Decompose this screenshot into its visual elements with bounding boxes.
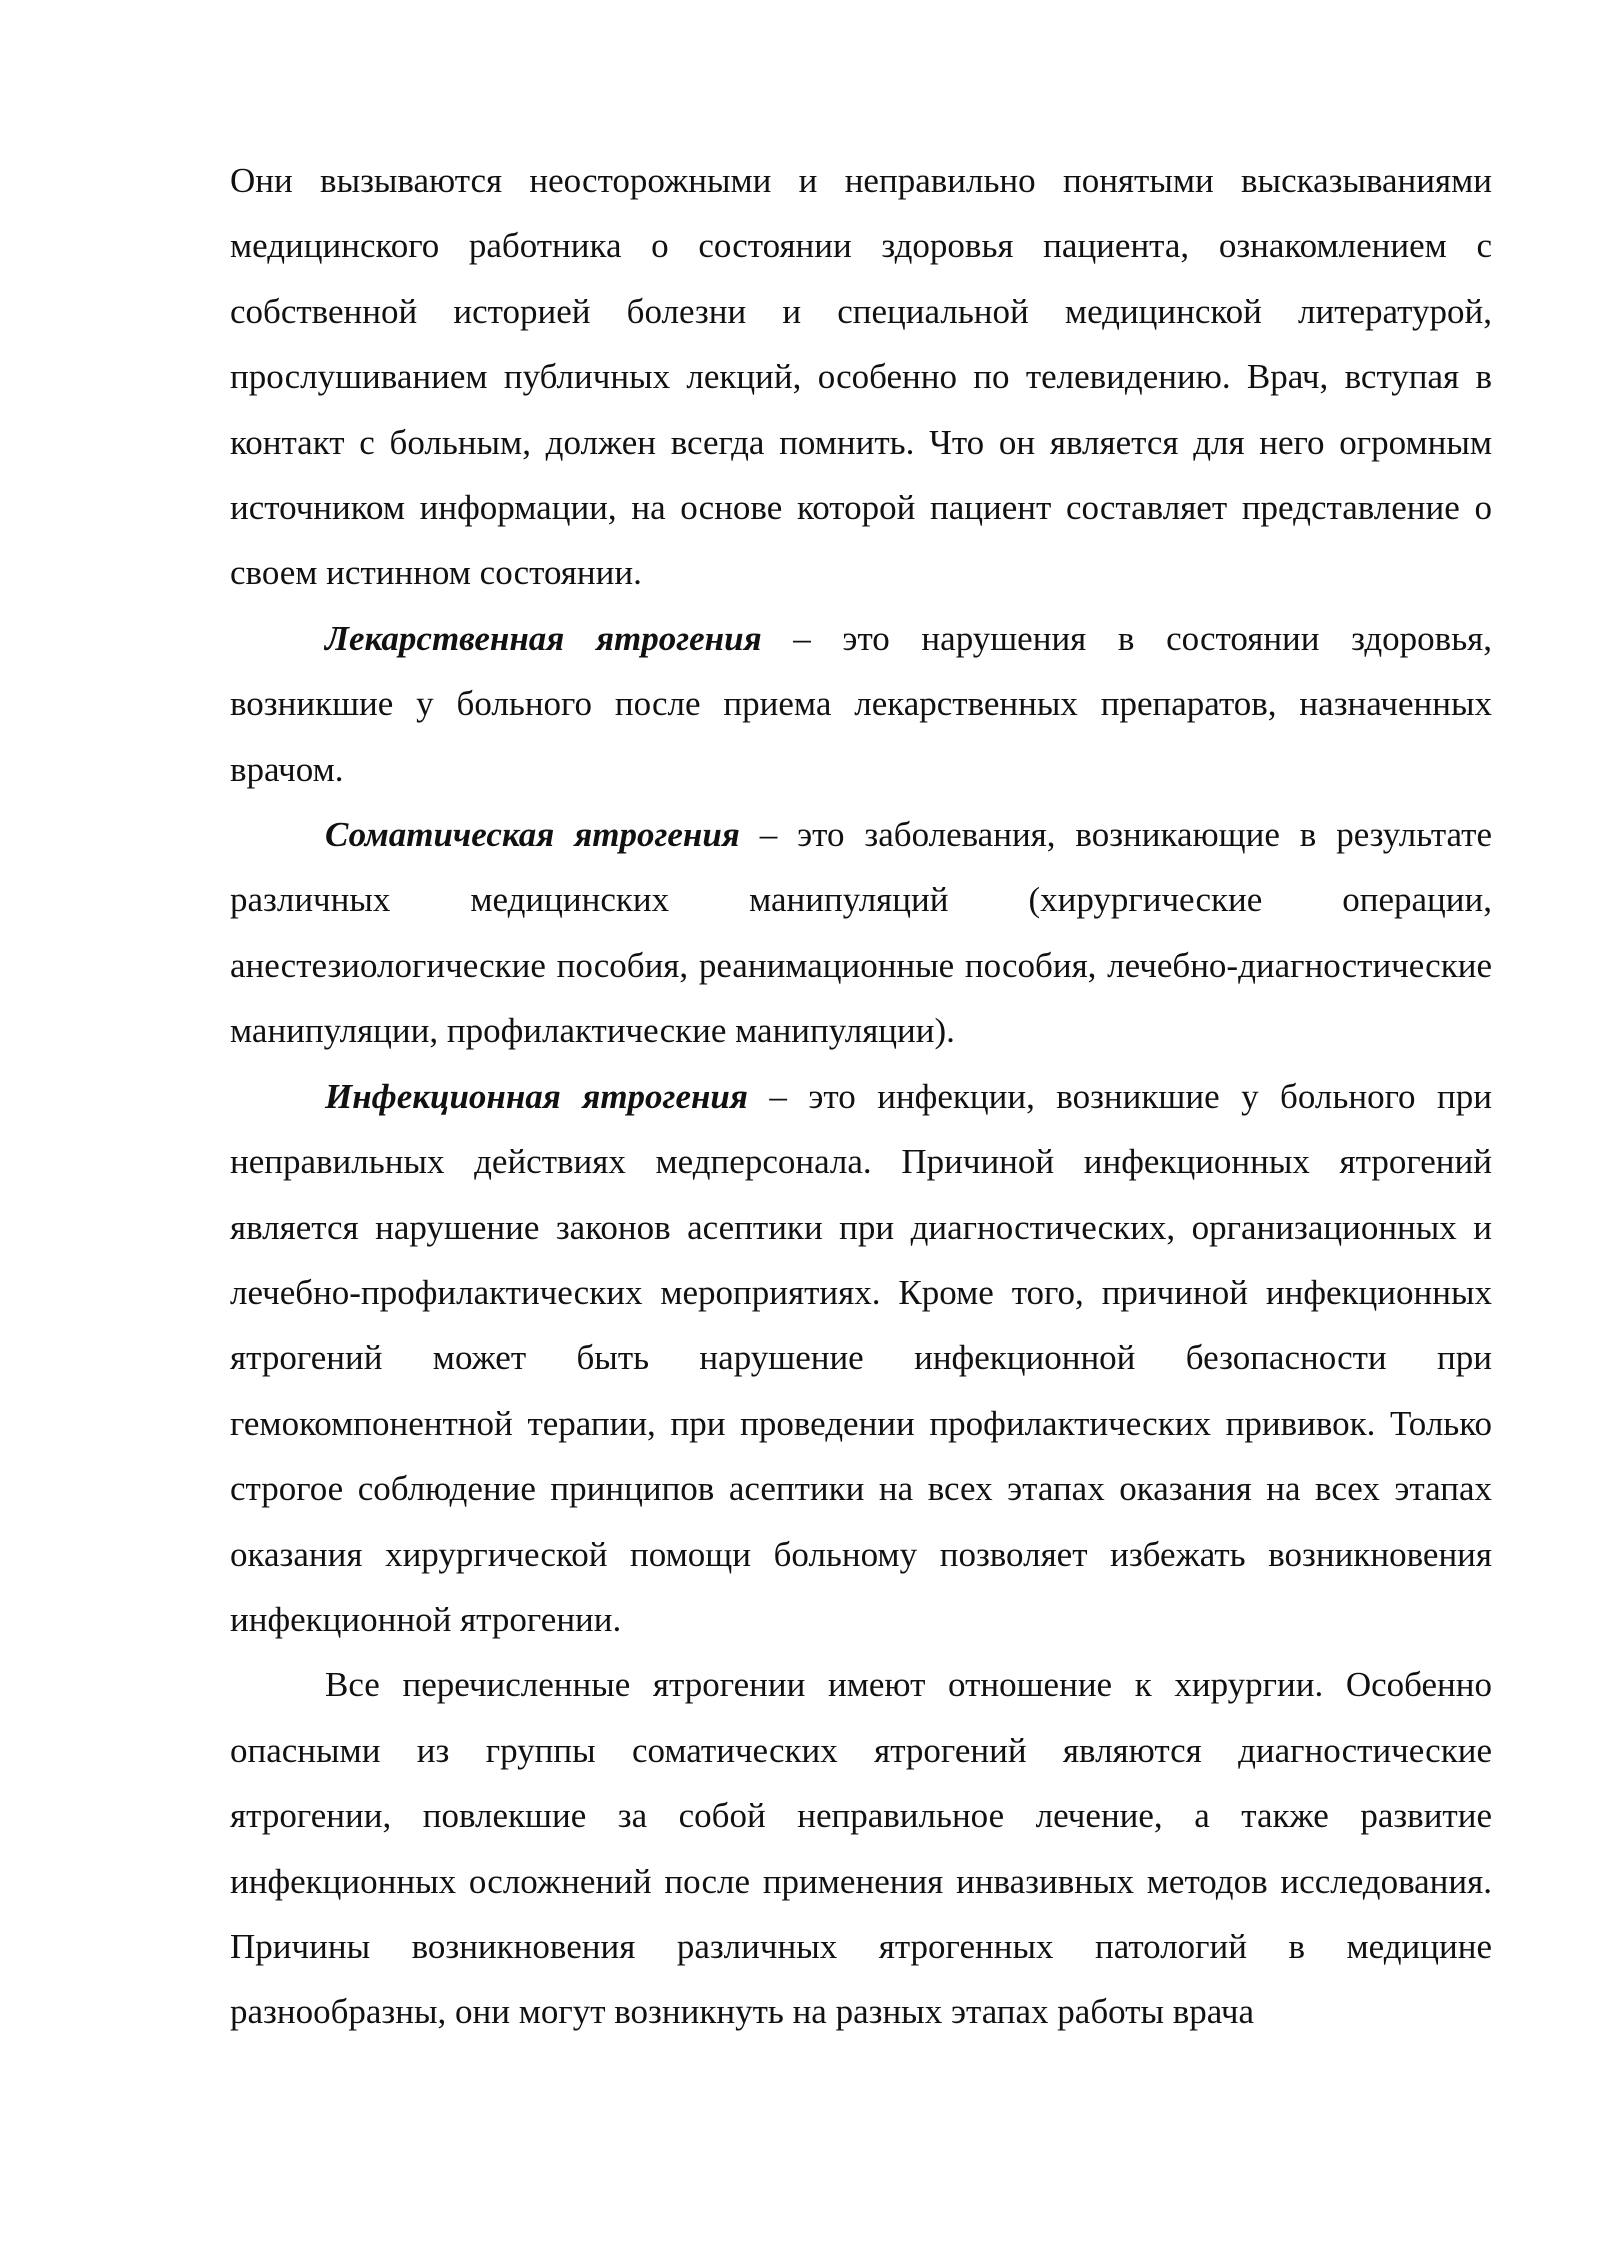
body-text: [230, 148, 1492, 2045]
paragraph-1-text: Они вызываются неосторожными и неправильно понятыми высказываниями медицинского работника о состоянии здоровья пациента, ознакомлением с собственной историей болезни и специальной медицинской литературой, прослушиванием публичных лекций, особенно по телевидению. Врач, вступая в контакт с больным, должен всегда помнить. Что он является для него огромным источником информации, на основе которой пациент составляет представление о своем истинном состоянии.: [230, 161, 1492, 593]
term-somatic-iatrogeny: Соматическая ятрогения: [325, 815, 740, 855]
paragraph-somatic-iatrogeny: [230, 802, 1492, 1064]
paragraph-3-text: – это заболевания, возникающие в результате различных медицинских манипуляций (хирургические операции, анестезиологические пособия, реанимационные пособия, лечебно-диагностические манипуляции, профилактические манипуляции).: [230, 815, 1493, 1051]
paragraph-5: [230, 1652, 1492, 2044]
paragraph-drug-iatrogeny: [230, 606, 1492, 802]
paragraph-infectious-iatrogeny: [230, 1064, 1492, 1653]
paragraph-4-text: – это инфекции, возникшие у больного при неправильных действиях медперсонала. Причиной инфекционных ятрогений является нарушение законов асептики при диагностических, организационных и лечебно-профилактических мероприятиях. Кроме того, причиной инфекционных ятрогений может быть нарушение инфекционной безопасности при гемокомпонентной терапии, при проведении профилактических прививок. Только строгое соблюдение принципов асептики на всех этапах оказания на всех этапах оказания хирургической помощи больному позволяет избежать возникновения инфекционной ятрогении.: [230, 1076, 1492, 1639]
paragraph-5-text: Все перечисленные ятрогении имеют отношение к хирургии. Особенно опасными из группы соматических ятрогений являются диагностические ятрогении, повлекшие за собой неправильное лечение, а также развитие инфекционных осложнений после применения инвазивных методов исследования. Причины возникновения различных ятрогенных патологий в медицине разнообразны, они могут возникнуть на разных этапах работы врача: [230, 1665, 1492, 2032]
paragraph-2-text: – это нарушения в состоянии здоровья, возникшие у больного после приема лекарственных препаратов, назначенных врачом.: [230, 618, 1492, 789]
paragraph-1: [230, 148, 1492, 606]
term-infectious-iatrogeny: Инфекционная ятрогения: [325, 1076, 748, 1116]
term-drug-iatrogeny: Лекарственная ятрогения: [325, 618, 762, 658]
